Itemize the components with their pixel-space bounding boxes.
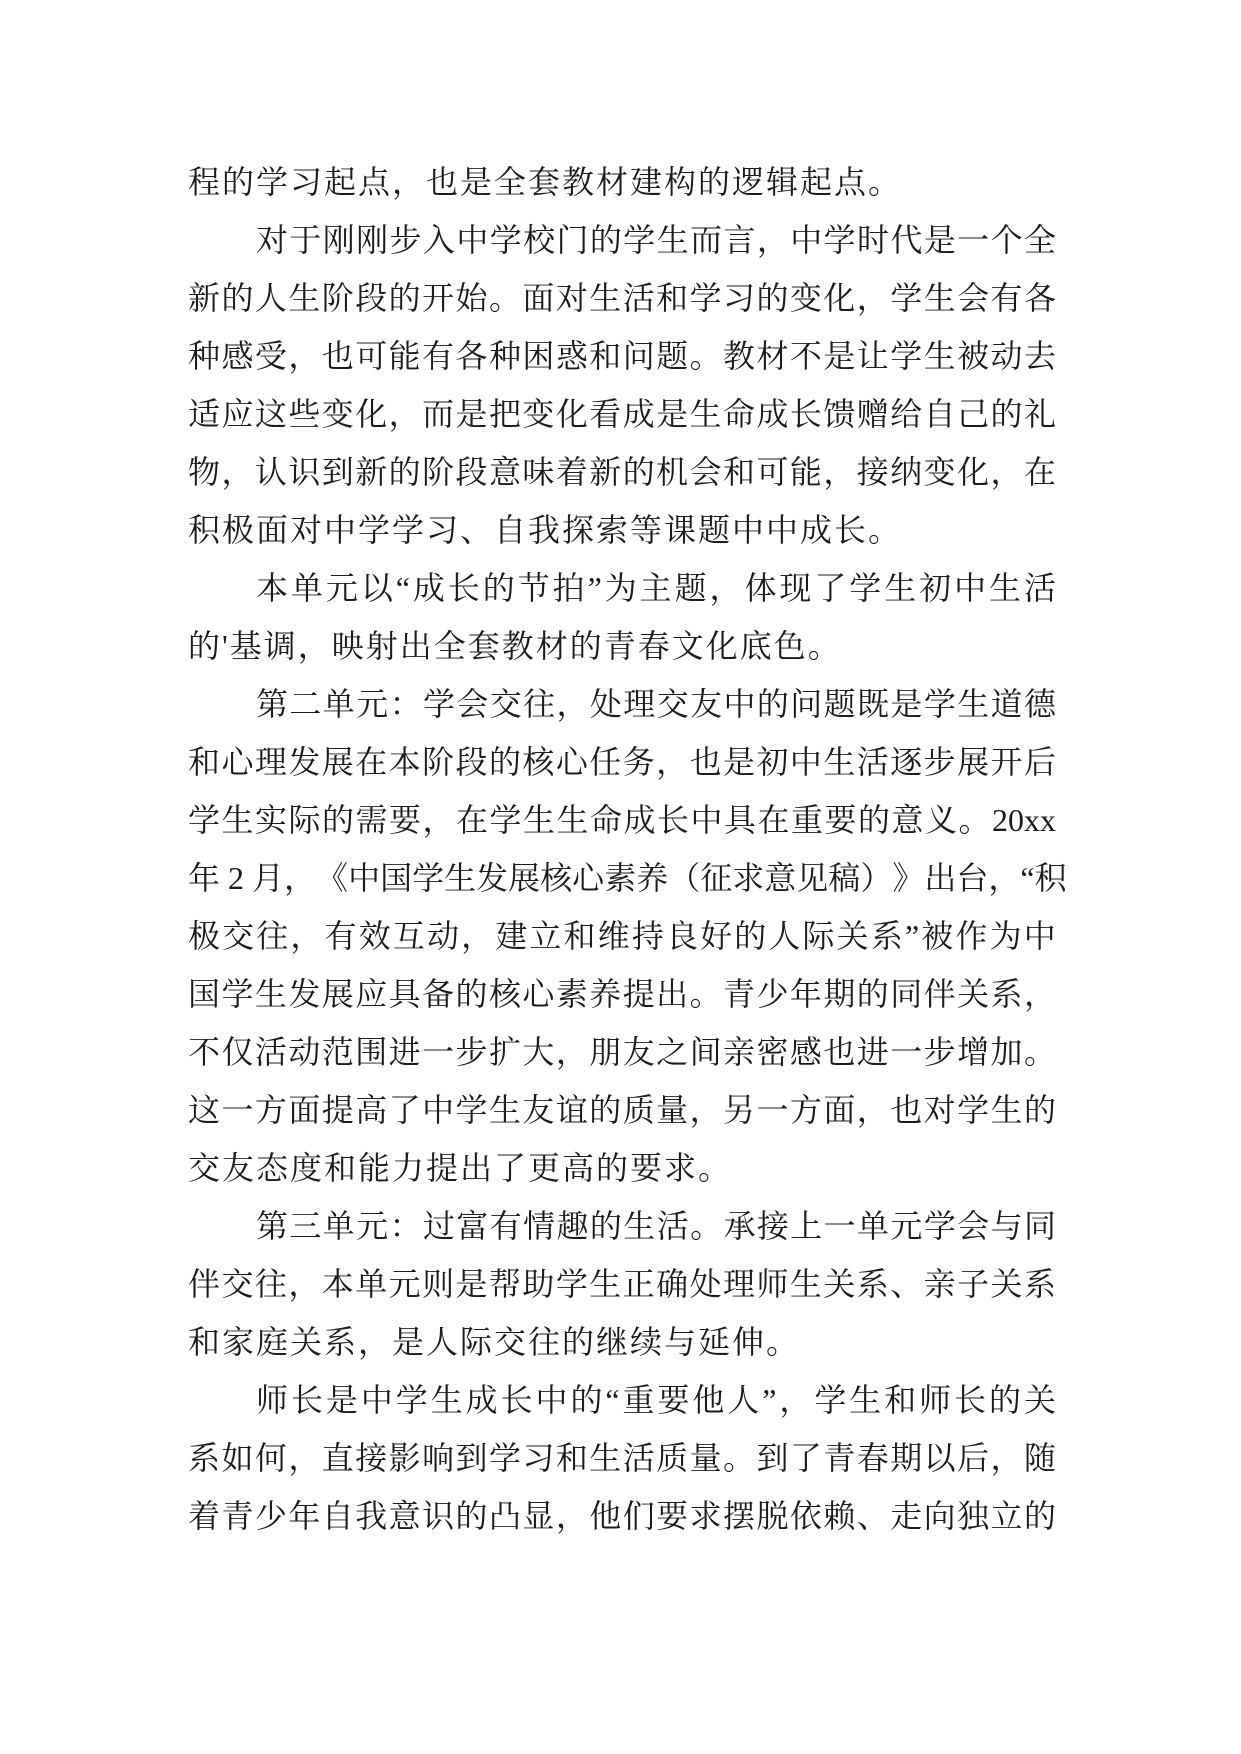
text-line: 年 2 月 ， 《 中 国 学 生 发 展 核 心 素 养 （ 征 求 意 见 稿 ） 》 出 台 ， “ 积 — [188, 860, 1067, 896]
text-line: 适 应 这 些 变 化 ， 而 是 把 变 化 看 成 是 生 命 成 长 馈 赠 给 自 己 的 礼 — [188, 396, 1056, 432]
text-line: 积极面对中学学习、自我探索等课题中中成长。 — [188, 512, 903, 548]
text-line: 极 交 往 ， 有 效 互 动 ， 建 立 和 维 持 良 好 的 人 际 关 系 ” 被 作 为 中 — [188, 918, 1056, 954]
text-line: 第 三 单 元 ： 过 富 有 情 趣 的 生 活 。 承 接 上 一 单 元 学 会 与 同 — [256, 1208, 1056, 1244]
text-block — [188, 153, 1067, 1545]
text-line: 这 一 方 面 提 高 了 中 学 生 友 谊 的 质 量 ， 另 一 方 面 ， 也 对 学 生 的 — [188, 1092, 1056, 1128]
text-line: 和家庭关系，是人际交往的继续与延伸。 — [188, 1324, 801, 1360]
text-line: 和 心 理 发 展 在 本 阶 段 的 核 心 任 务 ， 也 是 初 中 生 活 逐 步 展 开 后 — [188, 744, 1056, 780]
text-line: 学 生 实 际 的 需 要 ， 在 学 生 生 命 成 长 中 具 在 重 要 的 意 义 。 20xx — [188, 802, 1056, 838]
text-line: 第 二 单 元 ： 学 会 交 往 ， 处 理 交 友 中 的 问 题 既 是 学 生 道 德 — [256, 686, 1056, 722]
text-line: 国 学 生 发 展 应 具 备 的 核 心 素 养 提 出 。 青 少 年 期 的 同 伴 关 系 ， — [188, 976, 1056, 1012]
text-line: 种 感 受 ， 也 可 能 有 各 种 困 惑 和 问 题 。 教 材 不 是 让 学 生 被 动 去 — [188, 338, 1056, 374]
text-line: 交友态度和能力提出了更高的要求。 — [188, 1150, 733, 1186]
text-line: 的'基调，映射出全套教材的青春文化底色。 — [188, 628, 842, 664]
text-line: 物 ， 认 识 到 新 的 阶 段 意 味 着 新 的 机 会 和 可 能 ， 接 纳 变 化 ， 在 — [188, 454, 1056, 490]
text-line: 伴 交 往 ， 本 单 元 则 是 帮 助 学 生 正 确 处 理 师 生 关 系 、 亲 子 关 系 — [188, 1266, 1056, 1302]
text-line: 程的学习起点，也是全套教材建构的逻辑起点。 — [188, 164, 903, 200]
text-line: 对 于 刚 刚 步 入 中 学 校 门 的 学 生 而 言 ， 中 学 时 代 是 一 个 全 — [256, 222, 1056, 258]
text-line: 本 单 元 以 “ 成 长 的 节 拍 ” 为 主 题 ， 体 现 了 学 生 初 中 生 活 — [256, 570, 1056, 606]
text-line: 不 仅 活 动 范 围 进 一 步 扩 大 ， 朋 友 之 间 亲 密 感 也 进 一 步 增 加 。 — [188, 1034, 1056, 1070]
text-line: 新 的 人 生 阶 段 的 开 始 。 面 对 生 活 和 学 习 的 变 化 ， 学 生 会 有 各 — [188, 280, 1056, 316]
text-line: 师 长 是 中 学 生 成 长 中 的 “ 重 要 他 人 ” ， 学 生 和 师 长 的 关 — [256, 1382, 1056, 1418]
text-line: 系 如 何 ， 直 接 影 响 到 学 习 和 生 活 质 量 。 到 了 青 春 期 以 后 ， 随 — [188, 1440, 1056, 1476]
text-line: 着 青 少 年 自 我 意 识 的 凸 显 ， 他 们 要 求 摆 脱 依 赖 、 走 向 独 立 的 — [188, 1498, 1056, 1534]
